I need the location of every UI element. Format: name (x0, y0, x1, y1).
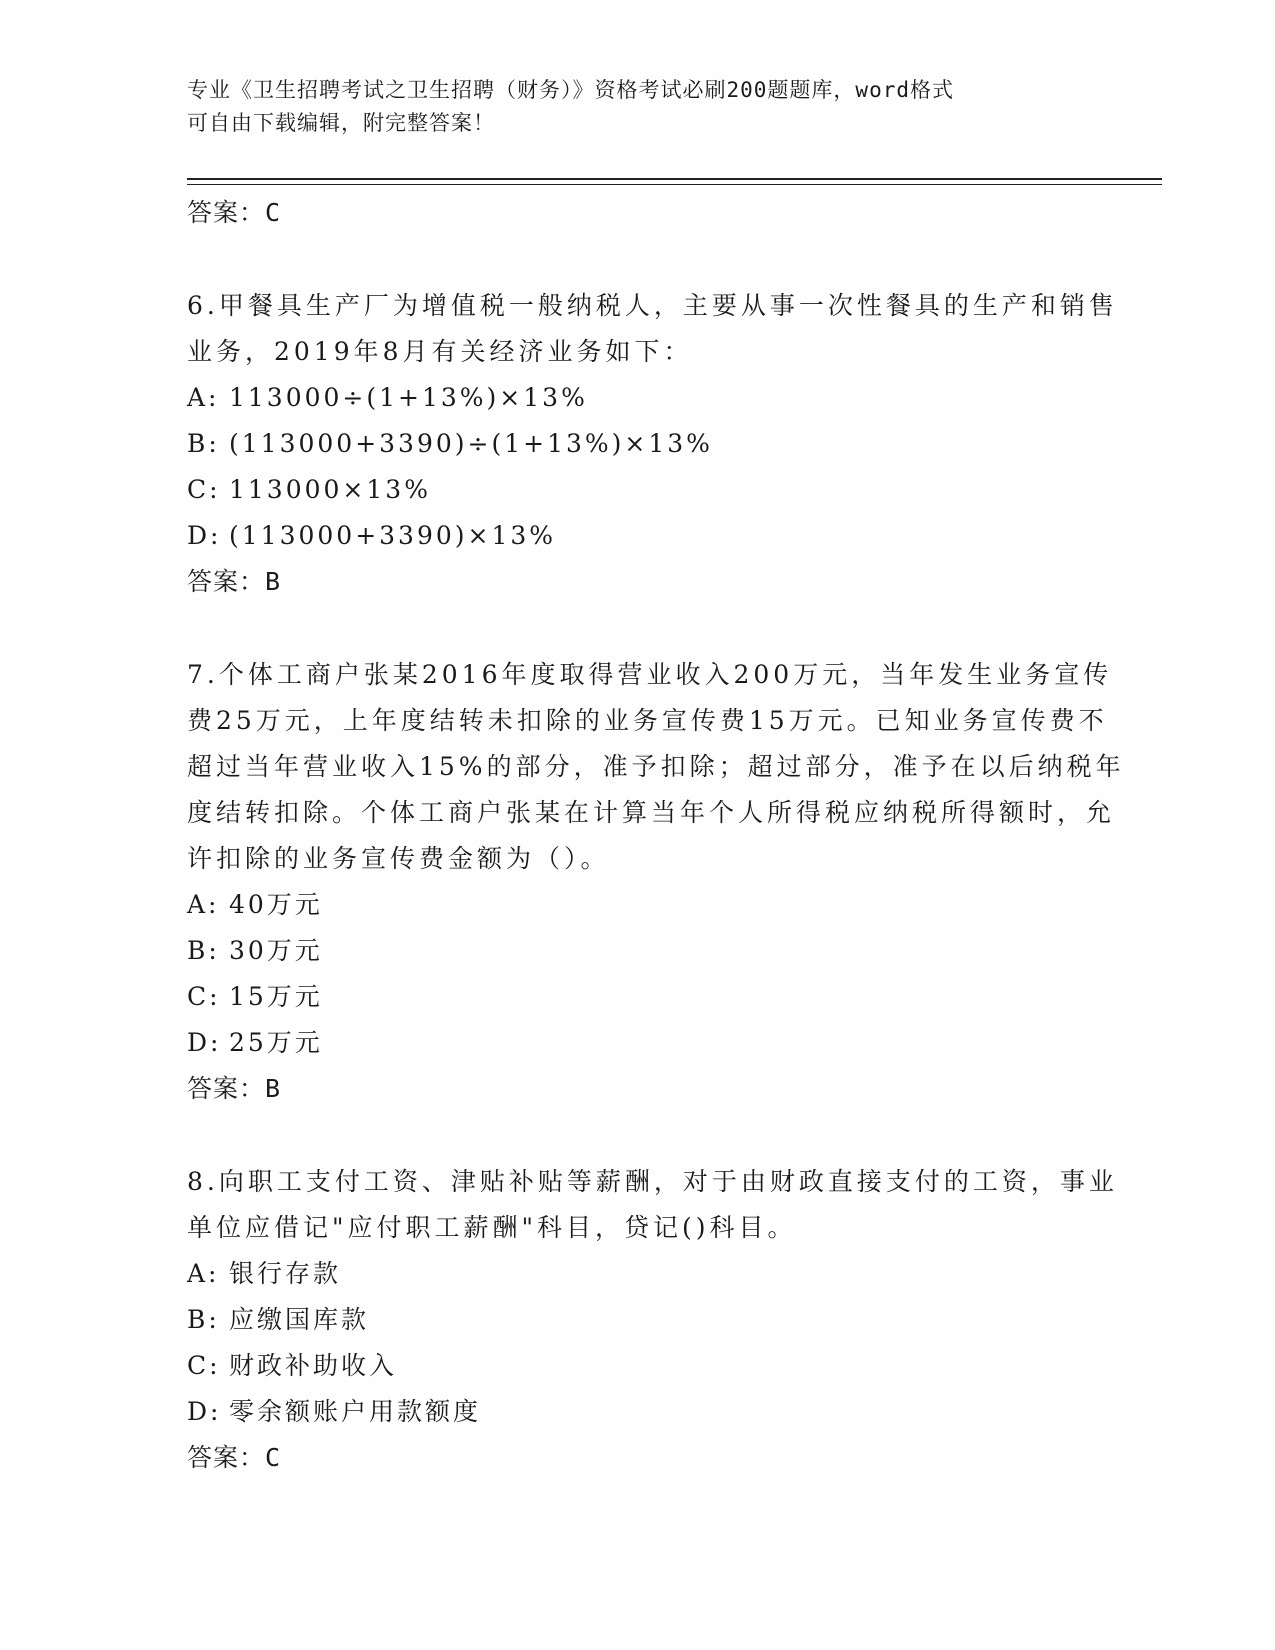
option-key: B: (187, 1305, 220, 1334)
option-key: B: (187, 429, 220, 458)
option-text: 25万元 (229, 1028, 323, 1057)
question-stem: 8.向职工支付工资、津贴补贴等薪酬，对于由财政直接支付的工资，事业单位应借记"应付职工薪酬"科目，贷记()科目。 (187, 1167, 1118, 1242)
option-b (187, 1297, 1127, 1343)
previous-answer: 答案：C (187, 198, 282, 227)
option-key: B: (187, 936, 220, 965)
option-text: 40万元 (229, 890, 323, 919)
option-b (187, 928, 1127, 974)
document-body (187, 190, 1127, 1481)
question-8 (187, 1159, 1127, 1481)
option-key: C: (187, 982, 221, 1011)
option-key: A: (187, 383, 220, 412)
document-header (187, 74, 1087, 140)
option-key: D: (187, 1028, 222, 1057)
option-text: (113000+3390)×13% (229, 521, 557, 550)
option-text: 应缴国库款 (229, 1305, 370, 1334)
header-line-2: 可自由下载编辑，附完整答案！ (187, 111, 495, 135)
option-text: 30万元 (229, 936, 323, 965)
option-a (187, 375, 1127, 421)
option-text: 113000×13% (229, 475, 431, 504)
option-a (187, 882, 1127, 928)
question-7 (187, 652, 1127, 1112)
answer-label: 答案：B (187, 567, 282, 596)
question-stem: 7.个体工商户张某2016年度取得营业收入200万元，当年发生业务宣传费25万元，上年度结转未扣除的业务宣传费15万元。已知业务宣传费不超过当年营业收入15%的部分，准予扣除；超过部分，准予在以后纳税年度结转扣除。个体工商户张某在计算当年个人所得税应纳税所得额时，允许扣除的业务宣传费金额为（）。 (187, 660, 1125, 873)
answer-label: 答案：C (187, 1443, 282, 1472)
option-text: 113000÷(1+13%)×13% (229, 383, 588, 412)
option-text: 15万元 (229, 982, 323, 1011)
option-key: A: (187, 890, 220, 919)
question-6 (187, 283, 1127, 605)
option-d (187, 513, 1127, 559)
option-d (187, 1389, 1127, 1435)
option-text: 银行存款 (229, 1259, 342, 1288)
option-key: C: (187, 475, 221, 504)
option-b (187, 421, 1127, 467)
option-c (187, 974, 1127, 1020)
option-key: D: (187, 1397, 222, 1426)
option-text: (113000+3390)÷(1+13%)×13% (229, 429, 713, 458)
option-key: C: (187, 1351, 221, 1380)
option-a (187, 1251, 1127, 1297)
header-line-1: 专业《卫生招聘考试之卫生招聘（财务）》资格考试必刷200题题库，word格式 (187, 78, 954, 102)
header-divider (187, 178, 1162, 185)
option-key: D: (187, 521, 222, 550)
option-c (187, 467, 1127, 513)
answer-label: 答案：B (187, 1074, 282, 1103)
option-key: A: (187, 1259, 220, 1288)
option-text: 零余额账户用款额度 (229, 1397, 482, 1426)
option-text: 财政补助收入 (229, 1351, 398, 1380)
question-stem: 6.甲餐具生产厂为增值税一般纳税人，主要从事一次性餐具的生产和销售业务，2019年8月有关经济业务如下： (187, 291, 1118, 366)
option-d (187, 1020, 1127, 1066)
option-c (187, 1343, 1127, 1389)
